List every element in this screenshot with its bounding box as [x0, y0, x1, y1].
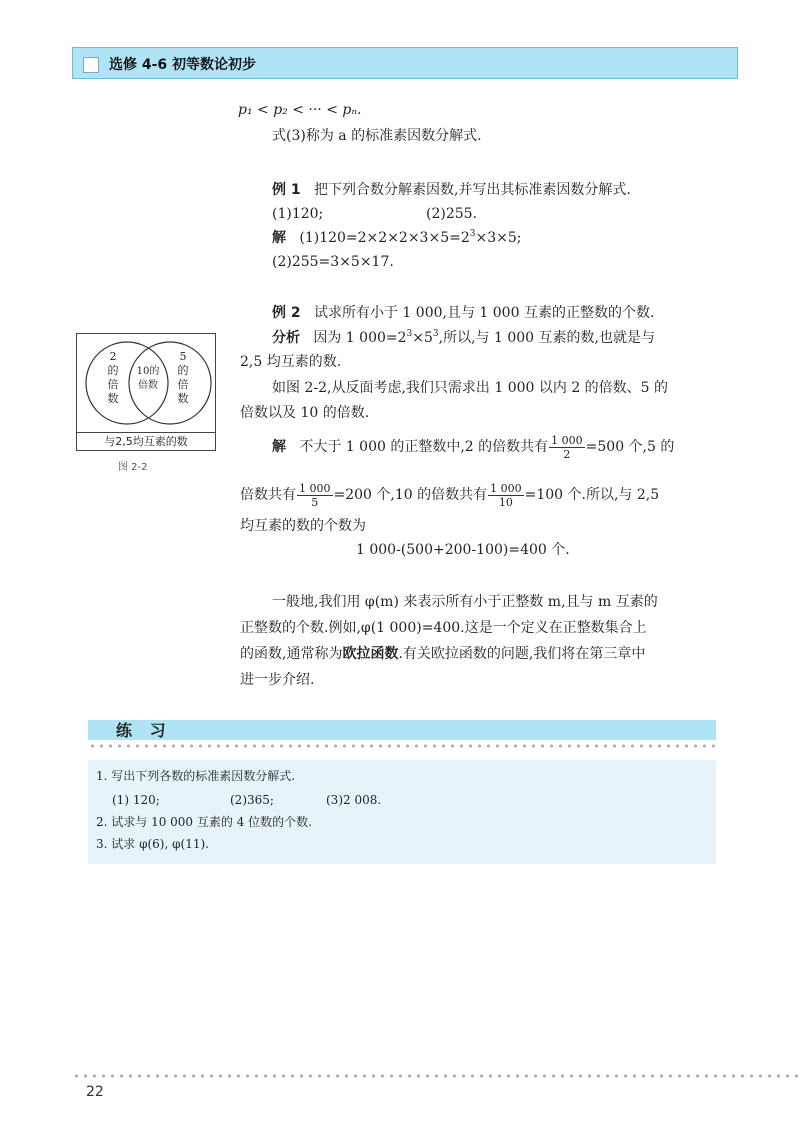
- venn-left-text-4: 数: [107, 392, 119, 405]
- euler-para-line-2: 正整数的个数.例如,φ(1 000)=400.这是一个定义在正整数集合上: [240, 620, 647, 636]
- solution-1-text: (1)120=2×2×2×3×5=2: [299, 230, 470, 246]
- example-1-part2: (2)255.: [426, 206, 478, 222]
- venn-circles: [77, 334, 215, 432]
- page-number: 22: [86, 1084, 104, 1100]
- chapter-header: [72, 47, 738, 79]
- fraction-1000-over-2: [549, 434, 585, 461]
- venn-diagram: [76, 333, 216, 433]
- example-1: [272, 180, 631, 200]
- fraction-1000-over-10: [488, 482, 524, 509]
- solution-2-line-1: [272, 432, 674, 462]
- example-1-text: 把下列合数分解素因数,并写出其标准素因数分解式.: [313, 182, 631, 198]
- analysis-exp-2: 3: [432, 329, 439, 339]
- definition-line: 式(3)称为 a 的标准素因数分解式.: [272, 128, 482, 144]
- solution-2-text-a: 不大于 1 000 的正整数中,2 的倍数共有: [299, 439, 549, 455]
- analysis-exp-1: 3: [406, 329, 413, 339]
- exercise-box: [88, 760, 716, 864]
- venn-left-text-2: 的: [107, 364, 119, 377]
- footer-dotted-divider: [72, 1074, 800, 1078]
- euler-para-line-4: 进一步介绍.: [240, 672, 315, 688]
- venn-right-text-2: 的: [177, 364, 189, 377]
- exercise-q1-c: (3)2 008.: [326, 793, 382, 807]
- fraction-numerator: 1 000: [551, 433, 583, 447]
- analysis-line-1: [272, 328, 655, 348]
- analysis-line-3: 如图 2-2,从反面考虑,我们只需求出 1 000 以内 2 的倍数、5 的: [272, 380, 669, 396]
- fraction-denominator: 2: [563, 447, 571, 461]
- exercise-q3: 3. 试求 φ(6), φ(11).: [96, 837, 209, 851]
- example-2: [272, 303, 654, 323]
- venn-right-text-1: 5: [179, 350, 187, 363]
- solution-2-line-2: [240, 480, 659, 510]
- fraction-denominator: 5: [311, 495, 319, 509]
- exercise-q1: 1. 写出下列各数的标准素因数分解式.: [96, 769, 296, 783]
- solution-1-text-end: ×3×5;: [475, 230, 522, 246]
- inequality-line: p₁ < p₂ < ··· < pₙ.: [238, 102, 362, 118]
- solution-2-text-c: 倍数共有: [240, 487, 296, 503]
- exercise-q2: 2. 试求与 10 000 互素的 4 位数的个数.: [96, 815, 312, 829]
- venn-right-text-4: 数: [177, 392, 189, 405]
- example-2-text: 试求所有小于 1 000,且与 1 000 互素的正整数的个数.: [313, 305, 655, 321]
- fraction-1000-over-5: [297, 482, 333, 509]
- exercise-title-bar: [88, 720, 716, 740]
- analysis-label: 分析: [272, 330, 300, 346]
- venn-left-text-3: 倍: [107, 378, 119, 391]
- euler-para-line-3: [240, 644, 645, 664]
- euler-text-b: .有关欧拉函数的问题,我们将在第三章中: [398, 646, 646, 662]
- venn-left-text-1: 2: [109, 350, 117, 363]
- euler-para-line-1: 一般地,我们用 φ(m) 来表示所有小于正整数 m,且与 m 互素的: [272, 594, 658, 610]
- fraction-numerator: 1 000: [490, 481, 522, 495]
- example-1-label: 例 1: [272, 182, 301, 198]
- venn-mid-text-2: 倍数: [138, 380, 158, 391]
- header-title: 选修 4-6 初等数论初步: [109, 57, 257, 73]
- solution-2-text-b: =500 个,5 的: [585, 439, 675, 455]
- euler-function-term: 欧拉函数: [342, 646, 399, 662]
- example-1-solution-2: (2)255=3×5×17.: [272, 254, 394, 270]
- analysis-line-2: 2,5 均互素的数.: [240, 354, 342, 370]
- analysis-line-4: 倍数以及 10 的倍数.: [240, 405, 370, 421]
- exercise-q1-a: (1) 120;: [112, 793, 160, 807]
- venn-caption: 与2,5均互素的数: [76, 433, 216, 451]
- exercise-title: 练 习: [116, 721, 172, 740]
- analysis-text-b: ×5: [412, 330, 433, 346]
- solution-1-exponent: 3: [469, 229, 476, 239]
- example-1-part1: (1)120;: [272, 206, 324, 222]
- venn-right-text-3: 倍: [177, 378, 189, 391]
- solution-2-text-d: =200 个,10 的倍数共有: [333, 487, 488, 503]
- venn-mid-text-1: 10的: [136, 366, 160, 377]
- solution-2-label: 解: [272, 439, 286, 455]
- solution-label: 解: [272, 230, 286, 246]
- solution-2-line-3: 均互素的数的个数为: [240, 518, 366, 534]
- euler-text-a: 的函数,通常称为: [240, 646, 343, 662]
- analysis-text-c: ,所以,与 1 000 互素的数,也就是与: [438, 330, 655, 346]
- dotted-divider: [88, 744, 716, 748]
- solution-2-text-e: =100 个.所以,与 2,5: [524, 487, 660, 503]
- solution-2-equation: 1 000-(500+200-100)=400 个.: [356, 542, 570, 558]
- example-2-label: 例 2: [272, 305, 301, 321]
- fraction-denominator: 10: [498, 495, 513, 509]
- header-square-icon: [83, 57, 99, 73]
- example-1-solution-1: [272, 228, 521, 248]
- exercise-q1-b: (2)365;: [230, 793, 274, 807]
- fraction-numerator: 1 000: [299, 481, 331, 495]
- figure-label: 图 2-2: [118, 462, 148, 473]
- analysis-text-a: 因为 1 000=2: [313, 330, 407, 346]
